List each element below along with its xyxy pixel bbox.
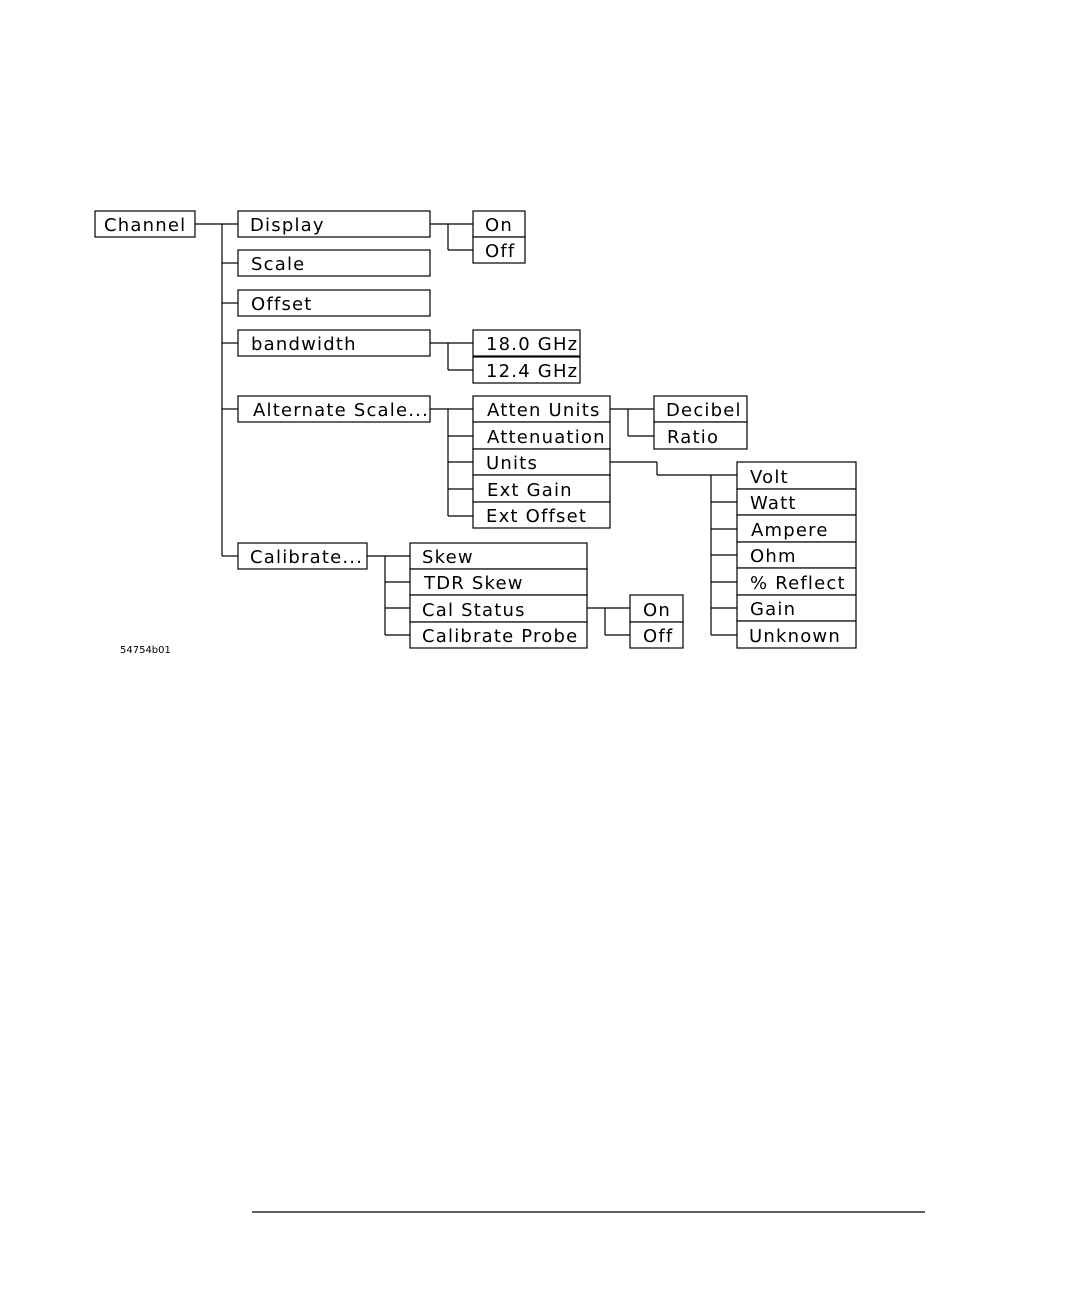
units-option-ampere-label: Ampere: [751, 520, 829, 541]
alt-scale-item-ext-offset-label: Ext Offset: [486, 506, 588, 527]
calibrate-item-calibrate-probe: [410, 622, 587, 648]
cal-status-option-on-label: On: [643, 600, 671, 621]
figure-id: 54754b01: [120, 645, 171, 656]
alt-scale-item-attenuation: [473, 422, 610, 449]
calibrate-item-calibrate-probe-label: Calibrate Probe: [422, 626, 579, 647]
units-option-gain: [737, 595, 856, 621]
calibrate-item-skew-label: Skew: [422, 547, 474, 568]
display-option-on: [473, 211, 525, 237]
node-scale-label: Scale: [251, 254, 306, 275]
node-offset: [238, 290, 430, 316]
alt-scale-item-units: [473, 449, 610, 475]
calibrate-item-cal-status: [410, 595, 587, 622]
units-option-watt-label: Watt: [750, 493, 797, 514]
atten-units-option-decibel: [654, 396, 747, 422]
node-calibrate: [238, 543, 367, 569]
alt-scale-item-units-label: Units: [486, 453, 539, 474]
display-option-off: [473, 237, 525, 263]
calibrate-item-cal-status-label: Cal Status: [422, 600, 526, 621]
cal-status-option-on: [630, 595, 683, 622]
node-channel: [95, 211, 195, 237]
units-option-ohm-label: Ohm: [750, 546, 797, 567]
node-scale: [238, 250, 430, 276]
node-calibrate-label: Calibrate...: [250, 547, 364, 568]
node-channel-label: Channel: [104, 215, 187, 236]
alt-scale-item-atten-units: [473, 396, 610, 422]
bandwidth-option-12ghz: [473, 357, 580, 383]
node-alternate-scale-label: Alternate Scale...: [253, 400, 430, 421]
alt-scale-item-atten-units-label: Atten Units: [487, 400, 601, 421]
bandwidth-option-12ghz-label: 12.4 GHz: [486, 361, 579, 382]
atten-units-option-decibel-label: Decibel: [666, 400, 742, 421]
bandwidth-option-18ghz-label: 18.0 GHz: [486, 334, 579, 355]
units-option-ohm: [737, 542, 856, 568]
units-option-unknown-label: Unknown: [749, 626, 841, 647]
units-option-volt: [737, 462, 856, 489]
units-option-gain-label: Gain: [750, 599, 797, 620]
bandwidth-option-18ghz: [473, 330, 580, 356]
cal-status-option-off: [630, 622, 683, 648]
node-display: [238, 211, 430, 237]
cal-status-option-off-label: Off: [643, 626, 674, 647]
atten-units-option-ratio-label: Ratio: [667, 427, 720, 448]
display-option-on-label: On: [485, 215, 513, 236]
atten-units-option-ratio: [654, 422, 747, 449]
node-bandwidth-label: bandwidth: [251, 334, 357, 355]
calibrate-item-tdr-skew: [410, 569, 587, 595]
display-option-off-label: Off: [485, 241, 516, 262]
alt-scale-item-ext-gain-label: Ext Gain: [487, 480, 573, 501]
calibrate-item-skew: [410, 543, 587, 569]
units-option-ampere: [737, 515, 856, 542]
node-display-label: Display: [250, 215, 325, 236]
units-option-volt-label: Volt: [750, 467, 789, 488]
node-bandwidth: [238, 330, 430, 356]
calibrate-item-tdr-skew-label: TDR Skew: [424, 573, 524, 594]
alt-scale-item-ext-offset: [473, 502, 610, 528]
units-option-reflect-label: % Reflect: [750, 573, 846, 594]
node-alternate-scale: [238, 396, 430, 422]
node-offset-label: Offset: [251, 294, 313, 315]
units-option-unknown: [737, 621, 856, 648]
alt-scale-item-ext-gain: [473, 475, 610, 502]
alt-scale-item-attenuation-label: Attenuation: [487, 427, 606, 448]
units-option-watt: [737, 489, 856, 515]
units-option-reflect: [737, 568, 856, 595]
